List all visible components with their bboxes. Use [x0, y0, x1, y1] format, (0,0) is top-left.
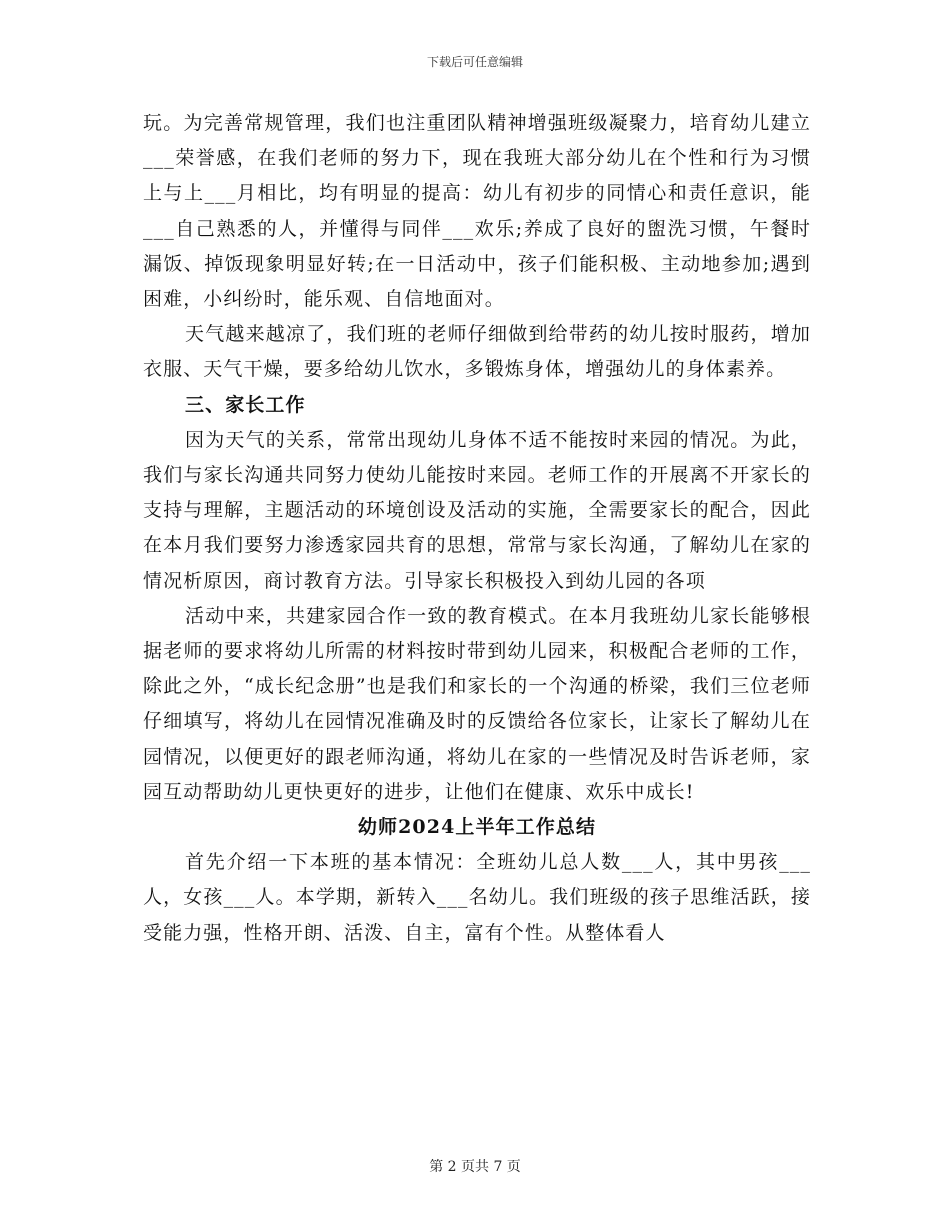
document-body [143, 106, 811, 951]
section-heading-parent-work: 三、家长工作 [185, 393, 306, 416]
document-title: 幼师2024上半年工作总结 [357, 816, 597, 839]
paragraph-home-school-cooperation: 活动中来，共建家园合作一致的教育模式。在本月我班幼儿家长能够根据老师的要求将幼儿所需的材料按时带到幼儿园来，积极配合老师的工作，除此之外，“成长纪念册”也是我们和家长的一个沟通的桥梁，我们三位老师仔细填写，将幼儿在园情况准确及时的反馈给各位家长，让家长了解幼儿在园情况，以便更好的跟老师沟通，将幼儿在家的一些情况及时告诉老师，家园互动帮助幼儿更快更好的进步，让他们在健康、欢乐中成长! [143, 604, 811, 803]
page-header: 下载后可任意编辑 [426, 55, 523, 69]
paragraph-routine-management: 玩。为完善常规管理，我们也注重团队精神增强班级凝聚力，培育幼儿建立___荣誉感，在我们老师的努力下，现在我班大部分幼儿在个性和行为习惯上与上___月相比，均有明显的提高：幼儿有初步的同情心和责任意识，能___自己熟悉的人，并懂得与同伴___欢乐;养成了良好的盥洗习惯，午餐时漏饭、掉饭现象明显好转;在一日活动中，孩子们能积极、主动地参加;遇到困难，小纠纷时，能乐观、自信地面对。 [143, 112, 811, 311]
paragraph-parent-communication: 因为天气的关系，常常出现幼儿身体不适不能按时来园的情况。为此，我们与家长沟通共同努力使幼儿能按时来园。老师工作的开展离不开家长的支持与理解，主题活动的环境创设及活动的实施，全需要家长的配合，因此在本月我们要努力渗透家园共育的思想，常常与家长沟通，了解幼儿在家的情况析原因，商讨教育方法。引导家长积极投入到幼儿园的各项 [143, 428, 811, 592]
paragraph-weather-care: 天气越来越凉了，我们班的老师仔细做到给带药的幼儿按时服药，增加衣服、天气干燥，要多给幼儿饮水，多锻炼身体，增强幼儿的身体素养。 [143, 323, 811, 381]
paragraph-class-overview: 首先介绍一下本班的基本情况：全班幼儿总人数___人，其中男孩___人，女孩___人。本学期，新转入___名幼儿。我们班级的孩子思维活跃，接受能力强，性格开朗、活泼、自主，富有个性。从整体看人 [143, 851, 811, 944]
page-footer: 第 2 页共 7 页 [429, 1159, 521, 1175]
